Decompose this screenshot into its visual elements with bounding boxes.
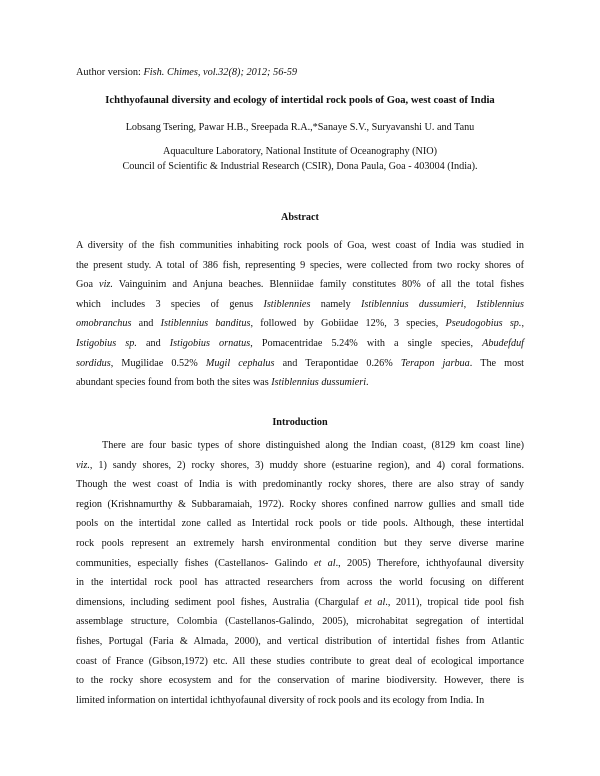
- italic-term: Mugil cephalus: [205, 357, 275, 369]
- text-run: ., 2011), tropical tide pool fish: [385, 596, 524, 608]
- text-run: limited information on intertidal ichthyofaunal diversity of rock pools and its ecology from India. In: [76, 694, 485, 706]
- text-run: rock pools represent an extremely harsh environmental condition but they serve diverse marine: [76, 537, 524, 549]
- text-run: namely: [310, 298, 362, 310]
- text-run: . The most: [469, 357, 524, 369]
- text-run: abundant species found from both the sites was: [76, 377, 272, 389]
- text-line: [76, 275, 524, 295]
- text-run: Though the west coast of India is with predominantly rocky shores, there are also stray of sandy: [76, 479, 524, 491]
- italic-term: et al: [313, 557, 336, 569]
- text-run: which includes 3 species of genus: [76, 298, 264, 310]
- text-line: [76, 593, 524, 613]
- text-run: and: [136, 337, 170, 349]
- text-run: region (Krishnamurthy & Subbaramaiah, 1972). Rocky shores confined narrow gullies and small tide: [76, 498, 524, 510]
- text-run: There are four basic types of shore distinguished along the Indian coast, (8129 km coast line): [102, 440, 524, 451]
- text-line: [76, 373, 524, 393]
- italic-term: Pseudogobius sp.: [445, 318, 522, 330]
- text-run: pools on the intertidal zone called as Intertidal rock pools or tide pools. Although, these intertidal: [76, 518, 524, 530]
- author-version-line: [76, 66, 297, 80]
- text-run: fishes, Portugal (Faria & Almada, 2000), and vertical distribution of intertidal fishes from Atlantic: [76, 635, 524, 647]
- text-line: [76, 354, 524, 374]
- text-line: [76, 236, 524, 256]
- text-line: [76, 632, 524, 652]
- text-line: [76, 671, 524, 691]
- text-line: [76, 495, 524, 515]
- text-run: assemblage structure, Colombia (Castellanos-Galindo, 2005), microhabitat segregation of intertidal: [76, 616, 524, 628]
- text-line: [76, 436, 524, 456]
- italic-term: omobranchus: [76, 318, 132, 330]
- text-line: [76, 652, 524, 672]
- text-line: [76, 314, 524, 334]
- text-line: [76, 456, 524, 476]
- text-line: [76, 514, 524, 534]
- italic-term: Istiblennius dussumieri: [271, 377, 367, 389]
- italic-term: Abudefduf: [482, 337, 525, 349]
- text-run: .: [366, 377, 369, 389]
- text-run: communities, especially fishes (Castellanos- Galindo: [76, 557, 314, 569]
- affiliation-line-1: Aquaculture Laboratory, National Institute of Oceanography (NIO): [162, 146, 438, 157]
- text-run: , Pomacentridae 5.24% with a single species,: [250, 337, 483, 349]
- text-run: in the intertidal rock pool has attracted researchers from across the world focusing on different: [76, 577, 524, 589]
- text-run: ,: [463, 298, 477, 310]
- text-run: to the rocky shore ecosystem and for the conservation of marine biodiversity. However, there is: [76, 675, 524, 687]
- text-run: Vainguinim and Anjuna beaches. Blenniidae family constitutes 80% of all the total fishes: [112, 279, 524, 291]
- text-run: and Terapontidae 0.26%: [274, 357, 401, 369]
- affiliation-line-2: Council of Scientific & Industrial Research (CSIR), Dona Paula, Goa - 403004 (India).: [122, 160, 478, 172]
- text-run: coast of France (Gibson,1972) etc. All these studies contribute to great deal of ecological importance: [76, 655, 524, 667]
- italic-term: Istiblennius: [476, 298, 524, 310]
- italic-term: viz.: [99, 279, 113, 291]
- text-run: Goa: [76, 279, 100, 291]
- italic-term: Istiblennies: [263, 298, 311, 310]
- italic-term: Istiblennius banditus: [160, 318, 251, 330]
- abstract-heading: Abstract: [281, 212, 319, 223]
- text-line: [76, 691, 524, 711]
- text-run: , Mugilidae 0.52%: [110, 357, 206, 369]
- text-run: , followed by Gobiidae 12%, 3 species,: [250, 318, 446, 330]
- author-list: Lobsang Tsering, Pawar H.B., Sreepada R.A.,*Sanaye S.V., Suryavanshi U. and Tanu: [125, 122, 475, 133]
- text-line: [76, 554, 524, 574]
- text-run: dimensions, including sediment pool fishes, Australia (Chargulaf: [76, 596, 365, 608]
- text-run: ., 2005) Therefore, ichthyofaunal diversity: [335, 557, 525, 569]
- text-run: the present study. A total of 386 fish, representing 9 species, were collected from two rocky shores of: [76, 259, 524, 271]
- text-run: and: [131, 318, 161, 330]
- italic-term: Istigobius sp.: [76, 337, 137, 349]
- text-line: [76, 256, 524, 276]
- text-line: [76, 573, 524, 593]
- italic-term: Terapon jarbua: [400, 357, 470, 369]
- introduction-body: [76, 436, 524, 710]
- journal-citation: Fish. Chimes, vol.32(8); 2012; 56-59: [143, 67, 298, 78]
- affiliation: [0, 145, 600, 174]
- abstract-body: [76, 236, 524, 393]
- text-run: , 1) sandy shores, 2) rocky shores, 3) muddy shore (estuarine region), and 4) coral formations.: [89, 459, 524, 471]
- text-line: [76, 334, 524, 354]
- italic-term: et al: [364, 596, 386, 608]
- introduction-heading: Introduction: [272, 417, 328, 428]
- text-line: [76, 612, 524, 632]
- text-run: ,: [521, 318, 524, 330]
- italic-term: viz.: [76, 459, 90, 471]
- italic-term: Istigobius ornatus: [169, 337, 251, 349]
- italic-term: sordidus: [76, 357, 111, 369]
- paper-title: Ichthyofaunal diversity and ecology of intertidal rock pools of Goa, west coast of India: [105, 95, 495, 106]
- text-run: A diversity of the fish communities inhabiting rock pools of Goa, west coast of India was studied in: [76, 240, 524, 251]
- text-line: [76, 295, 524, 315]
- italic-term: Istiblennius dussumieri: [361, 298, 464, 310]
- text-line: [76, 475, 524, 495]
- text-line: [76, 534, 524, 554]
- author-version-prefix: Author version:: [76, 67, 144, 78]
